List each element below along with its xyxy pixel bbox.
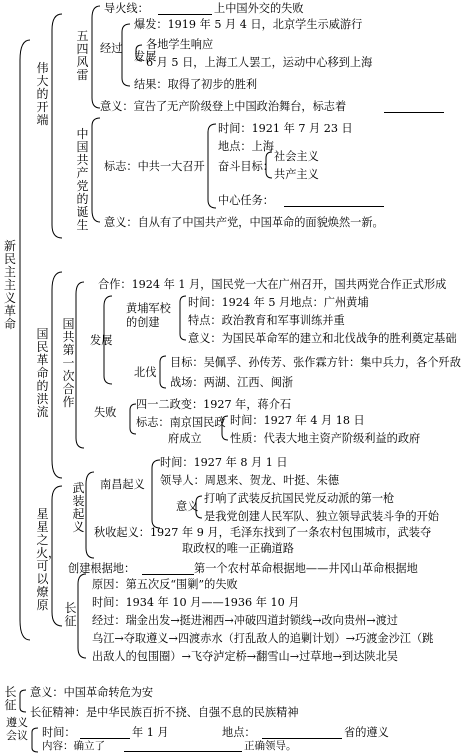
coop-gov-mark: 标志：南京国民政 <box>136 416 226 429</box>
may4-outbreak: 爆发：1919 年 5 月 4 日，北京学生示威游行 <box>134 18 363 31</box>
section-great-start: 伟大的开端 <box>36 61 49 127</box>
coop-hp-time: 时间：1924 年 5 月地点：广州黄埔 <box>188 296 369 309</box>
zunyi-place: 地点： <box>222 726 256 739</box>
zunyi-time-mid: 年 1 月 <box>132 726 169 739</box>
lm-route3: 出敌人的包围圈）→飞夺泸定桥→翻雪山→过草地→到达陕北吴 <box>92 650 398 663</box>
party-time: 时间：1921 年 7 月 23 日 <box>218 122 353 135</box>
party-goal: 奋斗目标： <box>218 160 274 173</box>
section-first-cooperation: 国共第一次合作 <box>62 317 75 409</box>
section-revolution-torrent: 国民革命的洪流 <box>36 327 49 419</box>
zunyi-place-tail: 省的遵义 <box>344 726 389 739</box>
blank-party-task <box>284 206 384 207</box>
section-zunyi: 遵义会议 <box>6 716 28 742</box>
blank-fuse <box>158 14 212 15</box>
section-may4: 五四风雷 <box>76 29 89 82</box>
blank-zunyi-leader <box>124 751 242 752</box>
party-goal1: 社会主义 <box>274 150 319 163</box>
long-march-spirit: 长征精神：是中华民族百折不挠、自强不息的民族精神 <box>30 706 299 719</box>
coop-cooperation: 合作：1924 年 1 月，国民党一大在广州召开，国共两党合作正式形成 <box>98 278 447 291</box>
nanchang-m2: 是我党创建人民军队、独立领导武装斗争的开始 <box>204 510 439 523</box>
may4-process: 经过 <box>100 42 123 55</box>
section-new-democratic-revolution: 新民主主义革命 <box>3 239 16 331</box>
lm-reason: 原因：第五次反“围剿”的失败 <box>92 578 238 591</box>
coop-gov-mark2: 府成立 <box>168 432 202 445</box>
base-creation: 创建根据地： <box>68 562 136 575</box>
section-long-march-bottom: 长征 <box>4 685 17 712</box>
coop-gov-time: 时间：1927 年 4 月 18 日 <box>230 414 365 427</box>
coop-huangpu2: 的创建 <box>126 316 160 329</box>
section-spark: 星星之火，可以燎原 <box>36 507 61 612</box>
coop-huangpu: 黄埔军校 <box>126 302 171 315</box>
coop-beifa: 北伐 <box>134 366 157 379</box>
lm-route2: 乌江→夺取遵义→四渡赤水（打乱敌人的追剿计划）→巧渡金沙江（跳 <box>92 632 434 645</box>
party-task: 中心任务： <box>218 194 274 207</box>
party-meaning: 意义：自从有了中国共产党，中国革命的面貌焕然一新。 <box>104 216 384 229</box>
party-goal2: 共产主义 <box>274 168 319 181</box>
party-mark: 标志：中共一大召开 <box>104 160 205 173</box>
may4-develop: 发展 <box>134 50 157 63</box>
zunyi-time: 时间： <box>42 726 76 739</box>
section-armed-uprising: 武装起义 <box>72 481 85 534</box>
may4-result: 结果：取得了初步的胜利 <box>134 78 258 91</box>
lm-time: 时间：1934 年 10 月——1936 年 10 月 <box>92 596 300 609</box>
lm-route1: 经过：瑞金出发→挺进湘西→冲破四道封锁线→改向贵州→渡过 <box>92 614 398 627</box>
coop-coup: 四一二政变：1927 年，蒋介石 <box>136 398 292 411</box>
coop-hp-feature: 特点：政治教育和军事训练并重 <box>188 314 345 327</box>
blank-base <box>142 574 194 575</box>
blank-zunyi-year <box>80 738 130 739</box>
section-long-march: 长征 <box>64 601 77 628</box>
coop-develop: 发展 <box>90 334 113 347</box>
autumn-harvest: 秋收起义：1927 年 9 月，毛泽东找到了一条农村包围城市，武装夺 <box>94 526 432 539</box>
base-creation-tail: 第一个农村革命根据地——井冈山革命根据地 <box>194 562 418 575</box>
blank-zunyi-province <box>262 738 342 739</box>
long-march-meaning: 意义：中国革命转危为安 <box>30 686 154 699</box>
may4-fuse-tail: 上中国外交的失败 <box>214 2 304 15</box>
may4-dev1: 各地学生响应 <box>146 38 214 51</box>
coop-gov-nature: 性质：代表大地主资产阶级利益的政府 <box>230 432 421 445</box>
nanchang-leaders: 领导人：周恩来、贺龙、叶挺、朱德 <box>160 474 340 487</box>
party-place: 地点：上海 <box>218 140 274 153</box>
coop-hp-meaning: 意义：为国民革命军的建立和北伐战争的胜利奠定基础 <box>188 332 457 345</box>
may4-meaning: 意义：宣告了无产阶级登上中国政治舞台，标志着 <box>100 100 347 113</box>
coop-bf-field: 战场：两湖、江西、闽浙 <box>170 376 294 389</box>
zunyi-content: 内容：确立了 <box>42 740 105 752</box>
nanchang-uprising: 南昌起义 <box>100 478 145 491</box>
nanchang-meaning-label: 意义 <box>176 500 199 513</box>
nanchang-time: 时间：1927 年 8 月 1 日 <box>160 456 288 469</box>
coop-fail: 失败 <box>94 406 117 419</box>
may4-fuse: 导火线： <box>104 2 149 15</box>
blank-may4-meaning <box>384 112 444 113</box>
may4-dev2: 6 月 5 日，上海工人罢工，运动中心移到上海 <box>146 56 373 69</box>
nanchang-m1: 打响了武装反抗国民党反动派的第一枪 <box>204 492 395 505</box>
coop-bf-target: 目标：吴佩孚、孙传芳、张作霖方针：集中兵力，各个歼敌 <box>170 356 461 369</box>
section-party-birth: 中国共产党的诞生 <box>76 127 89 232</box>
autumn-harvest-2: 取政权的唯一正确道路 <box>182 542 294 555</box>
zunyi-content-tail: 正确领导。 <box>244 740 297 752</box>
